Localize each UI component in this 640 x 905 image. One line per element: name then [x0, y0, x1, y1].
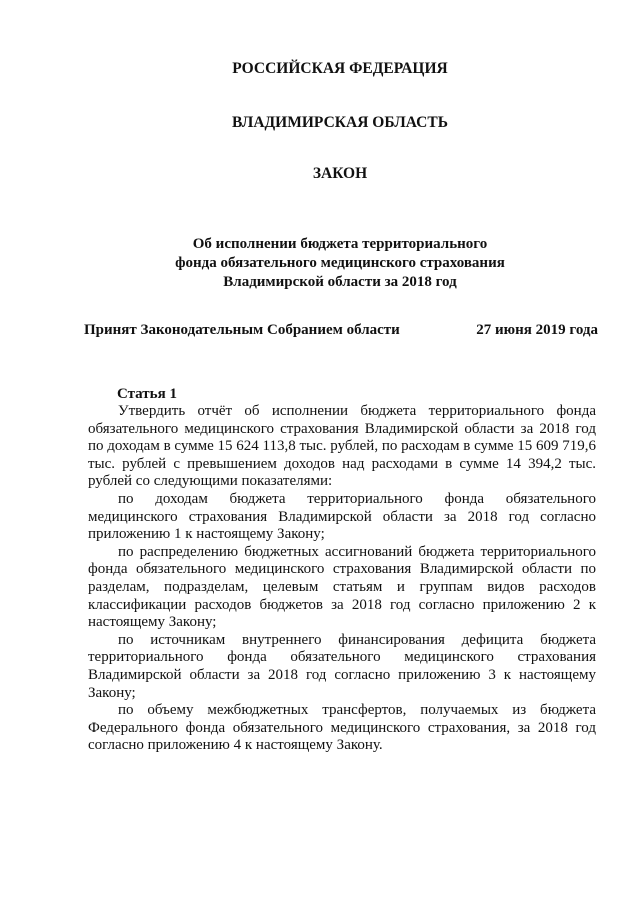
adoption-date: 27 июня 2019 года: [476, 322, 598, 338]
adoption-line: [84, 322, 598, 339]
heading-country: РОССИЙСКАЯ ФЕДЕРАЦИЯ: [232, 60, 448, 77]
article-paragraph: Утвердить отчёт об исполнении бюджета территориального фонда обязательного медицинского страхования Владимирской области за 2018 год по доходам в сумме 15 624 113,8 тыс. рублей, по расходам в сумме 15 609 719,6 тыс. рублей с превышением доходов над расходами в сумме 14 394,2 тыс. рублей со следующими показателями:: [88, 403, 596, 490]
article-paragraph: по доходам бюджета территориального фонда обязательного медицинского страхования Владимирской области за 2018 год согласно приложению 1 к настоящему Закону;: [88, 490, 596, 543]
law-title-line: Об исполнении бюджета территориального: [192, 236, 488, 252]
law-title-line: Владимирской области за 2018 год: [223, 274, 457, 290]
article-title: Статья 1: [117, 386, 177, 402]
article-paragraph: по распределению бюджетных ассигнований бюджета территориального фонда обязательного медицинского страхования Владимирской области по разделам, подразделам, целевым статьям и группам видов расходов классификации расходов бюджетов за 2018 год согласно приложению 2 к настоящему Закону;: [88, 543, 596, 631]
heading-doc-type: ЗАКОН: [312, 165, 368, 182]
adopted-by: Принят Законодательным Собранием области: [84, 322, 400, 338]
law-title-line: фонда обязательного медицинского страхования: [175, 255, 505, 271]
law-title: [0, 235, 640, 292]
article-body: [88, 403, 596, 755]
article-paragraph: по объему межбюджетных трансфертов, получаемых из бюджета Федерального фонда обязательного медицинского страхования, за 2018 год согласно приложению 4 к настоящему Закону.: [88, 702, 596, 754]
article-paragraph: по источникам внутреннего финансирования дефицита бюджета территориального фонда обязательного медицинского страхования Владимирской области за 2018 год согласно приложению 3 к настоящему Закону;: [88, 631, 596, 701]
heading-region: ВЛАДИМИРСКАЯ ОБЛАСТЬ: [232, 114, 448, 131]
